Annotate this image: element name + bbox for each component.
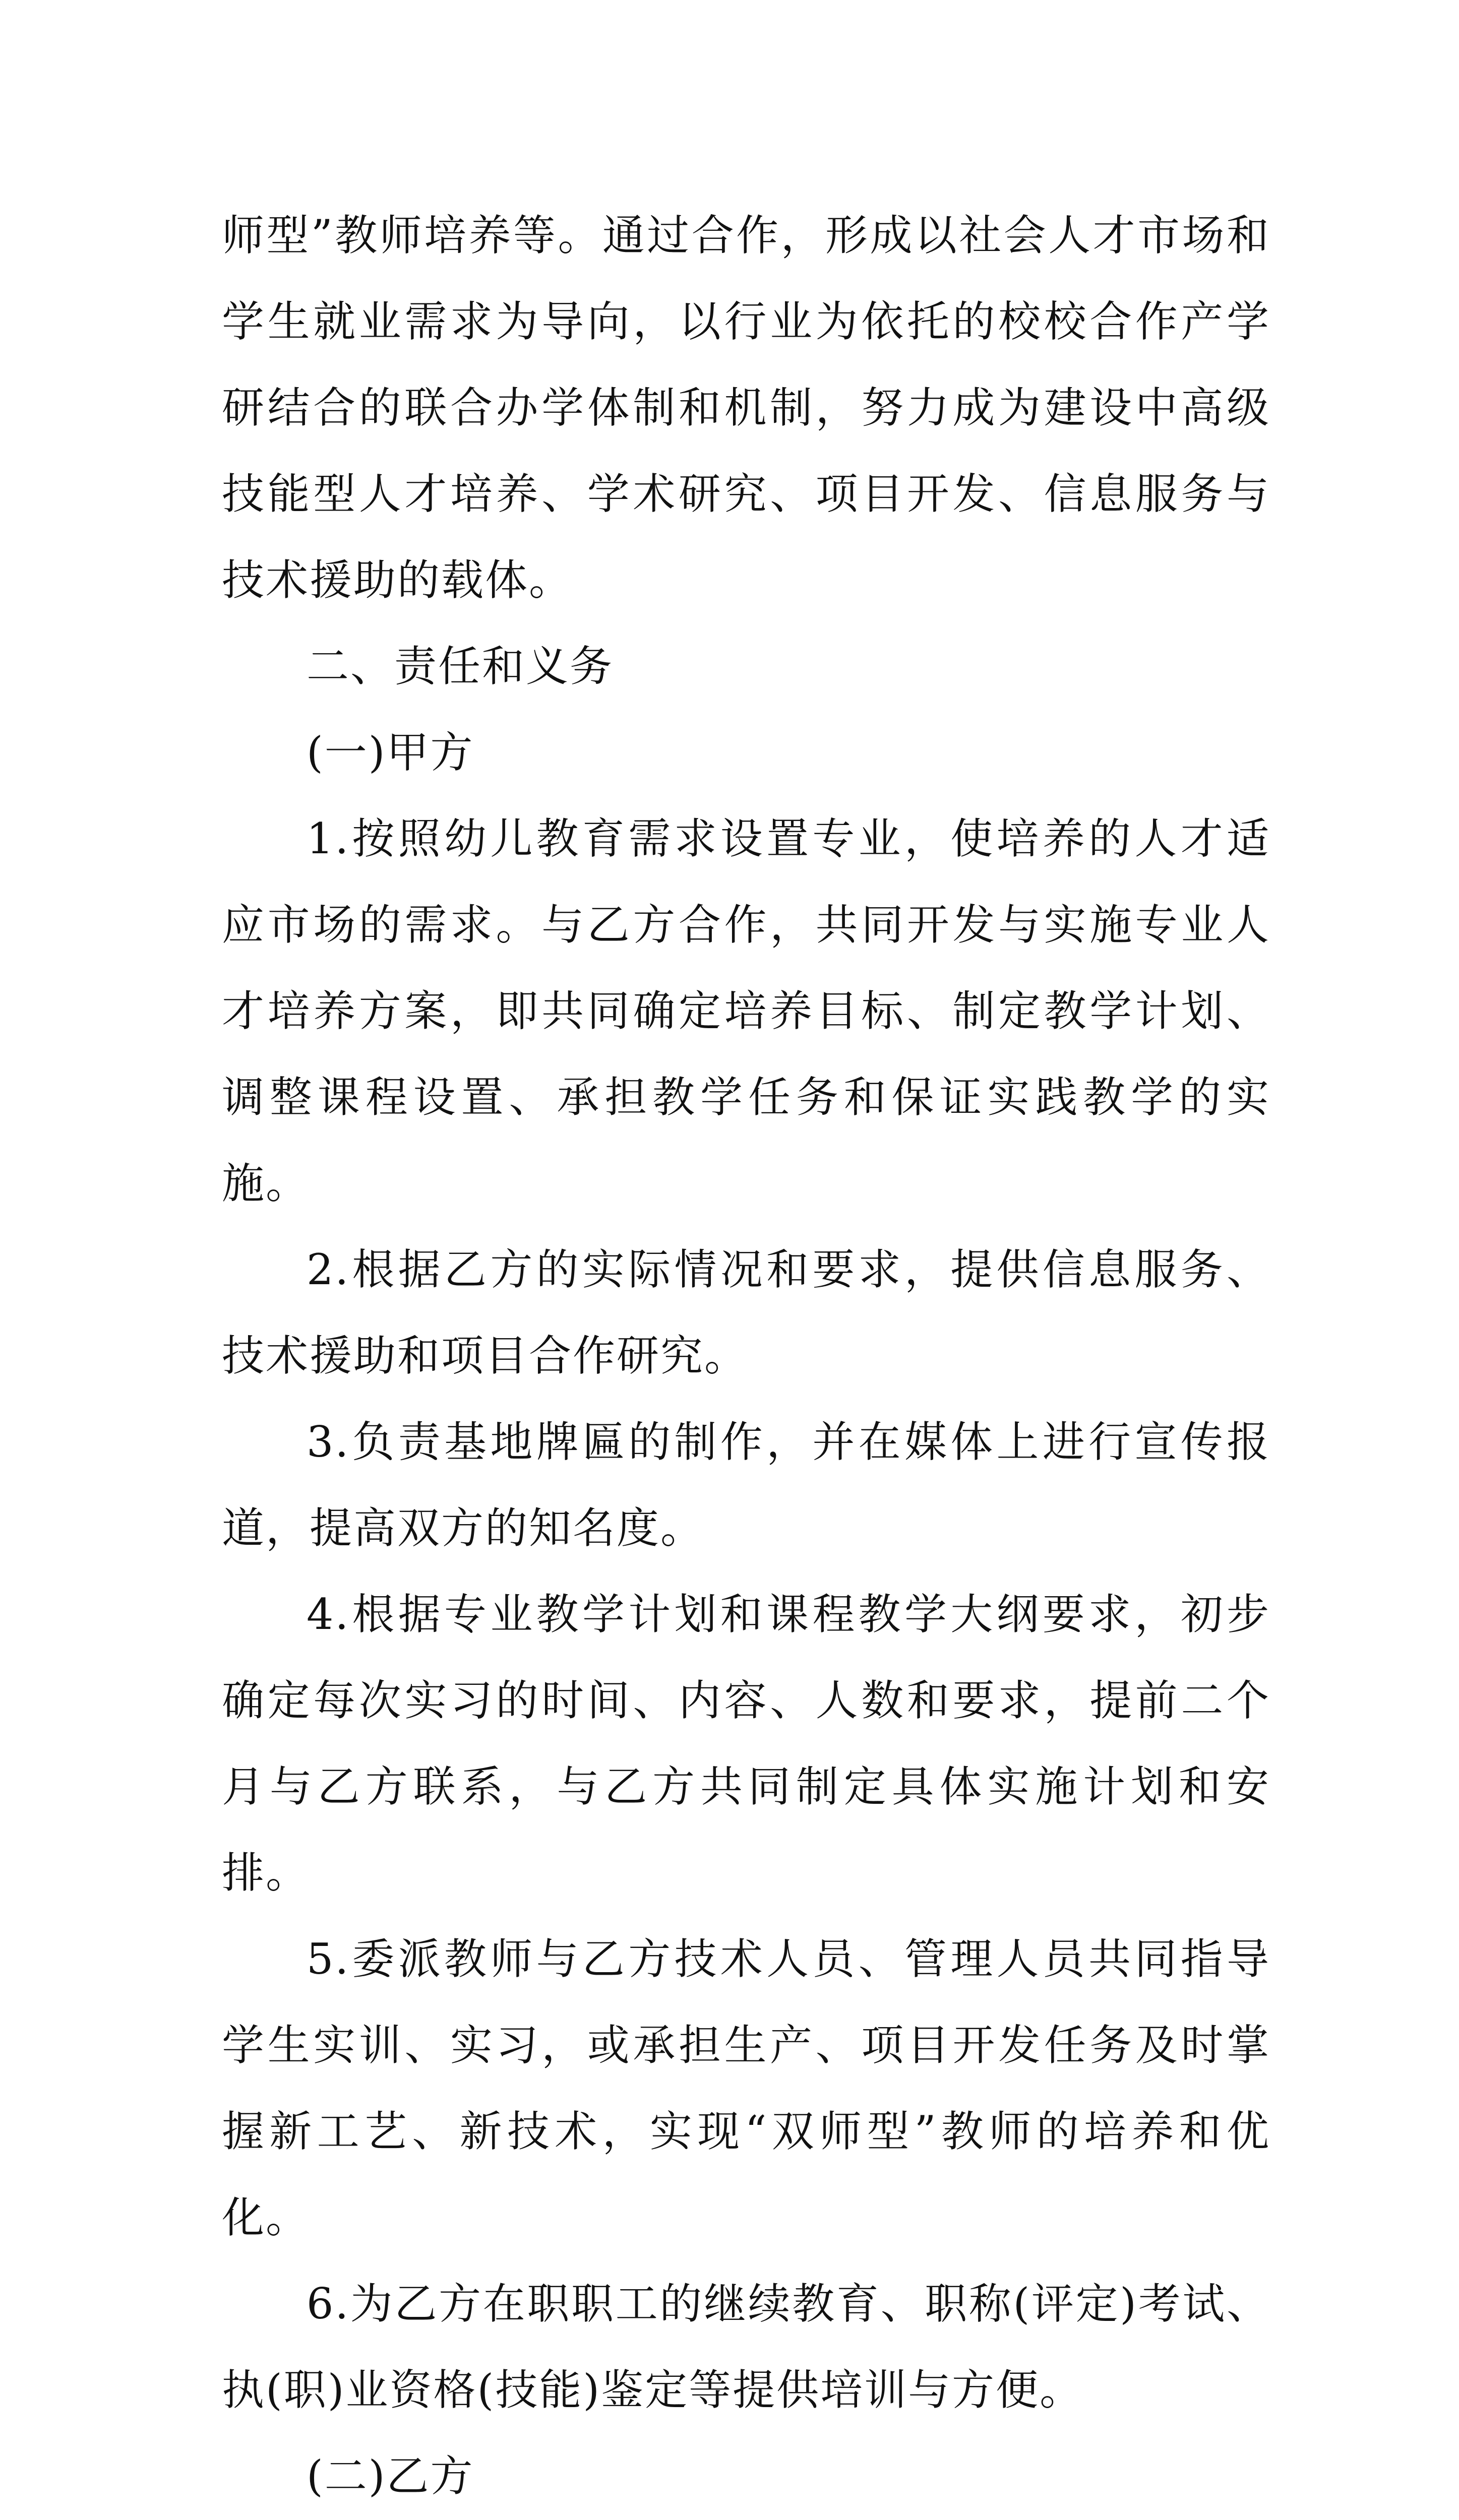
section-heading-responsibilities: 二、责任和义务 xyxy=(307,642,614,691)
document-body xyxy=(222,193,1270,2520)
paragraph-intro-continuation: 师型”教师培养等。通过合作，形成以社会人才市场和学生就业需求为导向，以行业为依托的校校合作产学研结合的联合办学体制和机制，努力成为建设中高级技能型人才培养、学术研究、项目开发、信息服务与技术援助的载体。 xyxy=(222,211,1270,605)
party-a-item-4: 4.根据专业教学计划和课程教学大纲要求，初步确定每次实习的时间、内容、人数和要求，提前二个月与乙方联系，与乙方共同制定具体实施计划和安排。 xyxy=(222,1590,1270,1898)
subsection-heading-party-a: (一)甲方 xyxy=(307,728,474,777)
subsection-heading-party-b: (二)乙方 xyxy=(307,2451,474,2501)
party-a-item-1: 1.按照幼儿教育需求设置专业，使培养的人才适应市场的需求。与乙方合作，共同开发与实施专业人才培养方案，即共同确定培养目标、制定教学计划、调整课程设置、承担教学任务和保证实践教学的实施。 xyxy=(222,814,1270,1208)
party-a-item-6: 6.为乙方在职职工的继续教育、职称(评定)考试、执(职)业资格(技能)鉴定等提供培训与方便。 xyxy=(222,2279,1270,2415)
party-b-item-1 xyxy=(222,2519,1270,2520)
party-a-item-5: 5.委派教师与乙方技术人员、管理人员共同指导学生实训、实习，或承担生产、项目开发任务及时掌握新工艺、新技术，实现“双师型”教师的培养和优化。 xyxy=(222,1934,1270,2242)
party-a-item-2: 2.根据乙方的实际情况和要求，提供信息服务、技术援助和项目合作研究。 xyxy=(222,1245,1270,1380)
party-a-item-3: 3.负责基地牌匾的制作，并在媒体上进行宣传报道，提高双方的知名度。 xyxy=(222,1417,1270,1553)
